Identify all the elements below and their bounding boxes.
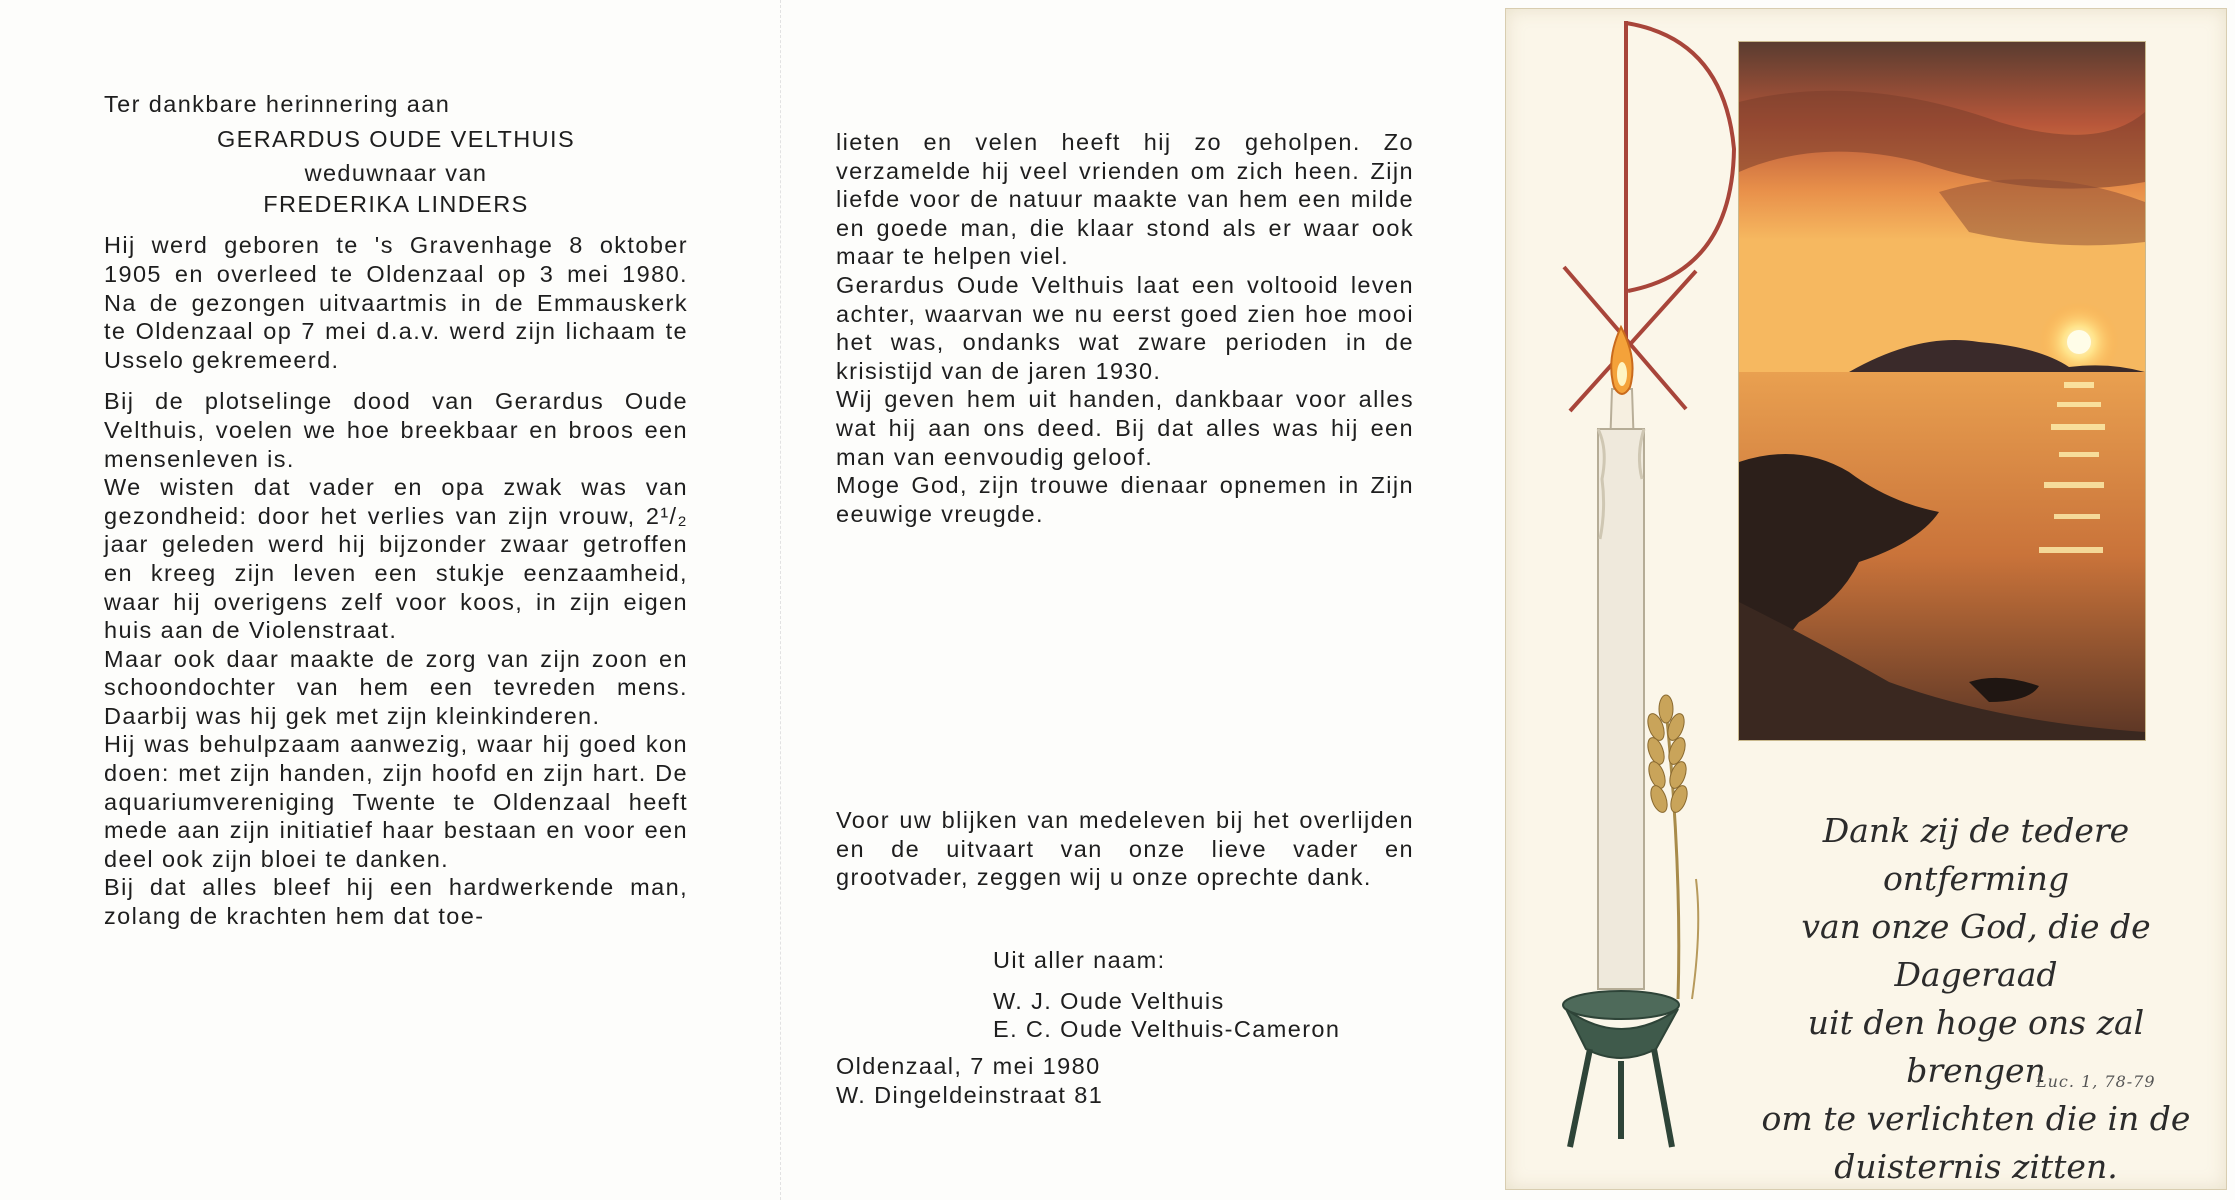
deceased-name: GERARDUS OUDE VELTHUIS [216,125,576,152]
paragraph-health: We wisten dat vader en opa zwak was van gezondheid: door het verlies van zijn vrouw, 2¹/₂ jaar geleden werd hij bijzonder zwaar getroffen en kreeg zijn leven een stukje eenzaamheid, waar hij overigens zelf voor koos, in zijn eigen huis aan de Violenstraat. [104,474,688,644]
sunset-photo [1738,41,2146,741]
right-panel [1505,8,2227,1190]
left-text-column [104,90,688,931]
left-panel [0,0,780,1200]
sunset-image [1739,42,2145,740]
place-date-block [836,1052,1336,1109]
signature-block [993,946,1433,1044]
place-date: Oldenzaal, 7 mei 1980 [836,1053,1101,1079]
paragraph-prayer: Moge God, zijn trouwe dienaar opnemen in Zijn eeuwige vreugde. [836,472,1414,527]
paragraph-fragile-life: Bij de plotselinge dood van Gerardus Oude Velthuis, voelen we hoe breekbaar en broos een mensenleven is. [104,388,688,472]
paragraph-family: Maar ook daar maakte de zorg van zijn zoon en schoondochter van hem een tevreden mens. Daarbij was hij gek met zijn kleinkinderen. [104,645,688,729]
signer-1: W. J. Oude Velthuis [993,987,1225,1014]
verse-line-5: duisternis zitten. [1834,1147,2118,1186]
verse-line-2: van onze God, die de Dageraad [1801,907,2151,994]
verse-line-3: uit den hoge ons zal brengen [1807,1003,2145,1090]
intro-line: Ter dankbare herinnering aan [104,91,451,117]
signoff-line: Uit aller naam: [993,947,1166,973]
paragraph-birth-death: Hij werd geboren te 's Gravenhage 8 oktober 1905 en overleed te Oldenzaal op 3 mei 1980. Na de gezongen uitvaartmis in de Emmauskerk te Oldenzaal op 7 mei d.a.v. werd zijn lichaam te Usselo gekremeerd. [104,232,688,373]
paragraph-gratitude: Wij geven hem uit handen, dankbaar voor alles wat hij aan ons deed. Bij dat alles was hij een man van eenvoudig geloof. [836,386,1414,470]
signer-2: E. C. Oude Velthuis-Cameron [993,1016,1341,1043]
spouse-name: FREDERIKA LINDERS [263,190,529,217]
paragraph-helpful: Hij was behulpzaam aanwezig, waar hij goed kon doen: met zijn handen, zijn hoofd en zijn hart. De aquariumvereniging Twente te Oldenzaal heeft mede aan zijn initiatief haar bestaan en voor een deel ook zijn bloei te danken. [104,731,688,872]
thanks-text: Voor uw blijken van medeleven bij het overlijden en de uitvaart van onze lieve vader en grootvader, zeggen wij u onze oprechte dank. [836,807,1414,891]
paragraph-friends: lieten en velen heeft hij zo geholpen. Zo verzamelde hij veel vrienden om zich heen. Zijn liefde voor de natuur maakte van hem een milde en goede man, die klaar stond als er waar ook maar te helpen viel. [836,129,1414,270]
address: W. Dingeldeinstraat 81 [836,1081,1104,1108]
middle-text-column [836,128,1414,528]
chi-rho-symbol [1564,21,1734,829]
scripture-reference: Luc. 1, 78-79 [2036,1072,2156,1091]
wheat-icon [1645,695,1699,999]
paragraph-completed-life: Gerardus Oude Velthuis laat een voltooid leven achter, waarvan we nu eerst goed zien hoe mooi het was, ondanks wat zware perioden in de krisistijd van de jaren 1930. [836,271,1414,384]
verse-line-1: Dank zij de tedere ontferming [1822,811,2130,898]
relation-line: weduwnaar van [304,160,488,187]
verse-line-4: om te verlichten die in de [1761,1099,2191,1138]
paragraph-hardworking: Bij dat alles bleef hij een hardwerkende man, zolang de krachten hem dat toe- [104,874,688,930]
thanks-block [836,806,1414,892]
scripture-verse [1746,807,2206,1191]
middle-panel [780,0,1501,1200]
